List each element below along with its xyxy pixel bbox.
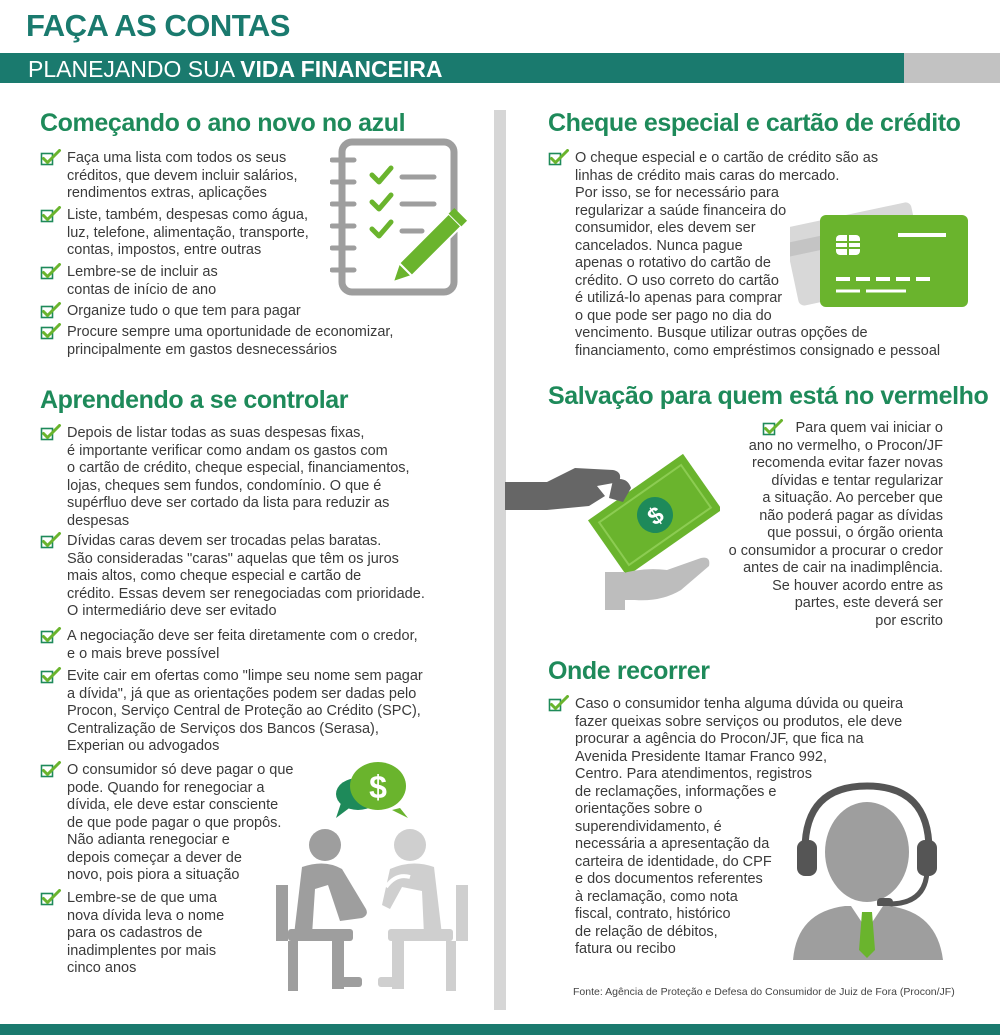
page-title: FAÇA AS CONTAS bbox=[26, 8, 290, 43]
section-text-cheque: O cheque especial e o cartão de crédito são as linhas de crédito mais caras do mercado. Por isso, se for necessário para regularizar a saúde financeira do consumidor, eles devem ser cancelados. Nunca pague apenas o rotativo do cartão de crédito. O uso correto do cartão é utilizá-lo apenas para comprar o que pode ser pago no dia do vencimento. Busque utilizar outras opções de financiamento, como empréstimos consignado e pessoal bbox=[548, 150, 968, 360]
list-item: Lembre-se de incluir as contas de início de ano bbox=[40, 264, 340, 299]
section-title-controlar: Aprendendo a se controlar bbox=[40, 386, 349, 414]
page-subtitle bbox=[28, 56, 443, 82]
check-icon bbox=[40, 206, 62, 224]
source-note: Fonte: Agência de Proteção e Defesa do Consumidor de Juiz de Fora (Procon/JF) bbox=[573, 986, 955, 998]
check-icon bbox=[40, 761, 62, 779]
credit-card-icon bbox=[790, 195, 970, 320]
check-icon bbox=[40, 302, 62, 320]
section-text-recorrer: Caso o consumidor tenha alguma dúvida ou queira fazer queixas sobre serviços ou produtos, ele deve procurar a agência do Procon/JF, que fica na Avenida Presidente Itamar Franco 992, Centro. Para atendimentos, registros de reclamações, informações e orientações sobre o superendividamento, é necessária a apresentação da carteira de identidade, do CPF e dos documentos referentes à reclamação, como nota fiscal, contrato, histórico de relação de débitos, fatura ou recibo bbox=[548, 696, 948, 959]
list-item: Organize tudo o que tem para pagar bbox=[40, 303, 340, 321]
check-icon bbox=[762, 419, 784, 437]
check-icon bbox=[40, 532, 62, 550]
check-icon bbox=[40, 889, 62, 907]
checklist-notepad-icon bbox=[330, 130, 475, 300]
subtitle-band-gray bbox=[904, 53, 1000, 83]
check-icon bbox=[548, 695, 570, 713]
list-item: Liste, também, despesas como água, luz, telefone, alimentação, transporte, contas, impostos, entre outras bbox=[40, 207, 340, 260]
subtitle-bold: VIDA FINANCEIRA bbox=[240, 56, 443, 82]
check-icon bbox=[40, 149, 62, 167]
list-item: Depois de listar todas as suas despesas fixas, é importante verificar como andam os gastos com o cartão de crédito, cheque especial, financiamentos, lojas, cheques sem fundos, condomínio. O que é supérfluo deve ser cortado da lista para reduzir as despesas bbox=[40, 425, 480, 530]
check-icon bbox=[40, 323, 62, 341]
dollar-sign: $ bbox=[369, 769, 387, 805]
list-item: Evite cair em ofertas como "limpe seu nome sem pagar a dívida", já que as orientações podem ser dadas pelo Procon, Serviço Central de Proteção ao Crédito (SPC), Centralização de Serviços dos Bancos (Serasa), Experian ou advogados bbox=[40, 668, 480, 756]
list-item: Procure sempre uma oportunidade de economizar, principalmente em gastos desnecessários bbox=[40, 324, 480, 359]
list-item: Faça uma lista com todos os seus créditos, que devem incluir salários, rendimentos extras, aplicações bbox=[40, 150, 340, 203]
section-title-recorrer: Onde recorrer bbox=[548, 657, 710, 685]
section-title-cheque: Cheque especial e cartão de crédito bbox=[548, 109, 961, 137]
list-item: Lembre-se de que uma nova dívida leva o nome para os cadastros de inadimplentes por mais cinco anos bbox=[40, 890, 330, 978]
list-item: A negociação deve ser feita diretamente com o credor, e o mais breve possível bbox=[40, 628, 480, 663]
people-talking-icon bbox=[270, 825, 475, 1000]
headset-attendant-icon bbox=[785, 780, 950, 960]
footer-bar bbox=[0, 1024, 1000, 1035]
check-icon bbox=[548, 149, 570, 167]
check-icon bbox=[40, 424, 62, 442]
section-text-salvacao: Para quem vai iniciar o ano no vermelho, o Procon/JF recomenda evitar fazer novas dívidas e tentar regularizar a situação. Ao perceber que não poderá pagar as dívidas que possui, o órgão orienta o consumidor a procurar o credor antes de cair na inadimplência. Se houver acordo entre as partes, este deverá ser por escrito bbox=[728, 420, 943, 629]
check-icon bbox=[40, 627, 62, 645]
section-title-ano-novo: Começando o ano novo no azul bbox=[40, 109, 406, 137]
money-hands-icon bbox=[505, 440, 720, 620]
dollar-speech-bubble-icon bbox=[330, 760, 410, 820]
list-item: Dívidas caras devem ser trocadas pelas baratas. São consideradas "caras" aquelas que têm os juros mais altos, como cheque especial e cartão de crédito. Essas devem ser renegociadas com prioridade. O intermediário deve ser evitado bbox=[40, 533, 480, 621]
section-title-salvacao: Salvação para quem está no vermelho bbox=[548, 382, 989, 410]
banknote-dollar-sign: $ bbox=[642, 501, 670, 532]
check-icon bbox=[40, 667, 62, 685]
list-item: O consumidor só deve pagar o que pode. Quando for renegociar a dívida, ele deve estar consciente de que pode pagar o que propôs. Não adianta renegociar e depois começar a dever de novo, pois piora a situação bbox=[40, 762, 330, 885]
check-icon bbox=[40, 263, 62, 281]
subtitle-plain: PLANEJANDO SUA bbox=[28, 56, 241, 82]
